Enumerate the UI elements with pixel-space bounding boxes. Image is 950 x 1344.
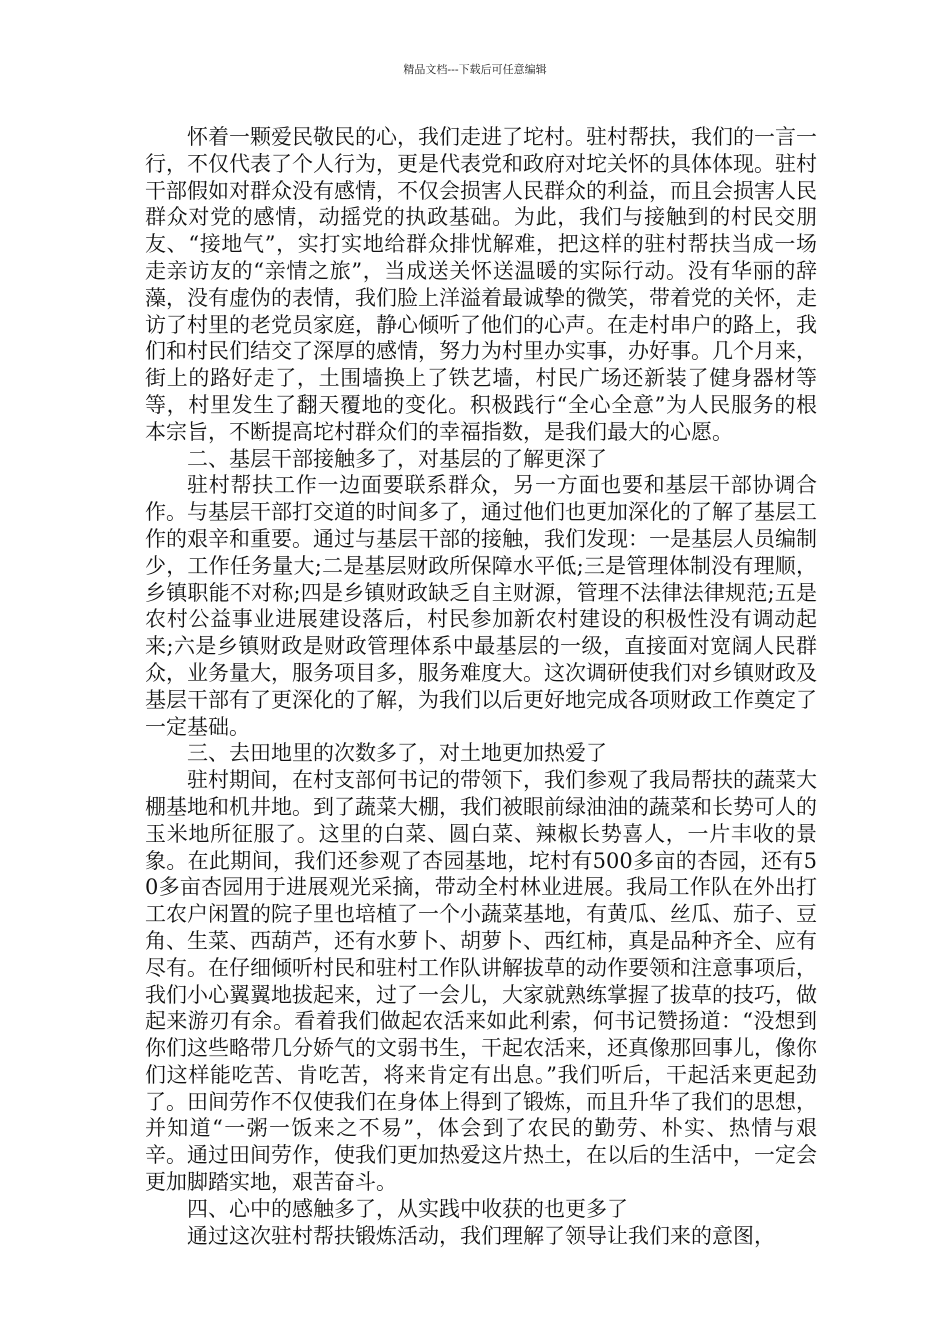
document-body — [145, 124, 817, 1249]
section-heading-2: 二、基层干部接触多了，对基层的了解更深了 — [187, 446, 607, 471]
paragraph-section-4: 通过这次驻村帮扶锻炼活动，我们理解了领导让我们来的意图， — [187, 1223, 775, 1248]
section-heading-3: 三、去田地里的次数多了，对土地更加热爱了 — [187, 741, 607, 766]
page-header: 精品文档---下载后可任意编辑 — [403, 63, 547, 76]
paragraph-section-2: 驻村帮扶工作一边面要联系群众，另一方面也要和基层干部协调合作。与基层干部打交道的时间多了，通过他们也更加深化的了解了基层工作的艰辛和重要。通过与基层干部的接触，我们发现：一是基层人员编制少，工作任务量大;二是基层财政所保障水平低;三是管理体制没有理顺，乡镇职能不对称;四是乡镇财政缺乏自主财源，管理不法律法律规范;五是农村公益事业进展建设落后，村民参加新农村建设的积极性没有调动起来;六是乡镇财政是财政管理体系中最基层的一级，直接面对宽阔人民群众，业务量大，服务项目多，服务难度大。这次调研使我们对乡镇财政及基层干部有了更深化的了解，为我们以后更好地完成各项财政工作奠定了一定基础。 — [145, 473, 817, 739]
section-heading-4: 四、心中的感触多了，从实践中收获的也更多了 — [187, 1196, 628, 1221]
paragraph-intro: 怀着一颗爱民敬民的心，我们走进了坨村。驻村帮扶，我们的一言一行，不仅代表了个人行为，更是代表党和政府对坨关怀的具体体现。驻村干部假如对群众没有感情，不仅会损害人民群众的利益，而且会损害人民群众对党的感情，动摇党的执政基础。为此，我们与接触到的村民交朋友、“接地气”，实打实地给群众排忧解难，把这样的驻村帮扶当成一场走亲访友的“亲情之旅”，当成送关怀送温暖的实际行动。没有华丽的辞藻，没有虚伪的表情，我们脸上洋溢着最诚挚的微笑，带着党的关怀，走访了村里的老党员家庭，静心倾听了他们的心声。在走村串户的路上，我们和村民们结交了深厚的感情，努力为村里办实事，办好事。几个月来，街上的路好走了，土围墙换上了铁艺墙，村民广场还新装了健身器材等等，村里发生了翻天覆地的变化。积极践行“全心全意”为人民服务的根本宗旨，不断提高坨村群众们的幸福指数，是我们最大的心愿。 — [145, 125, 817, 444]
paragraph-section-3: 驻村期间，在村支部何书记的带领下，我们参观了我局帮扶的蔬菜大棚基地和机井地。到了蔬菜大棚，我们被眼前绿油油的蔬菜和长势可人的玉米地所征服了。这里的白菜、圆白菜、辣椒长势喜人，一片丰收的景象。在此期间，我们还参观了杏园基地，坨村有500多亩的杏园，还有50多亩杏园用于进展观光采摘，带动全村林业进展。我局工作队在外出打工农户闲置的院子里也培植了一个小蔬菜基地，有黄瓜、丝瓜、茄子、豆角、生菜、西葫芦，还有水萝卜、胡萝卜、西红柿，真是品种齐全、应有尽有。在仔细倾听村民和驻村工作队讲解拔草的动作要领和注意事项后，我们小心翼翼地拔起来，过了一会儿，大家就熟练掌握了拔草的技巧，做起来游刃有余。看着我们做起农活来如此利索，何书记赞扬道：“没想到你们这些略带几分娇气的文弱书生，干起农活来，还真像那回事儿，像你们这样能吃苦、肯吃苦，将来肯定有出息。”我们听后，干起活来更起劲了。田间劳作不仅使我们在身体上得到了锻炼，而且升华了我们的思想，并知道“一粥一饭来之不易”，体会到了农民的勤劳、朴实、热情与艰辛。通过田间劳作，使我们更加热爱这片热土，在以后的生活中，一定会更加脚踏实地，艰苦奋斗。 — [145, 768, 817, 1195]
